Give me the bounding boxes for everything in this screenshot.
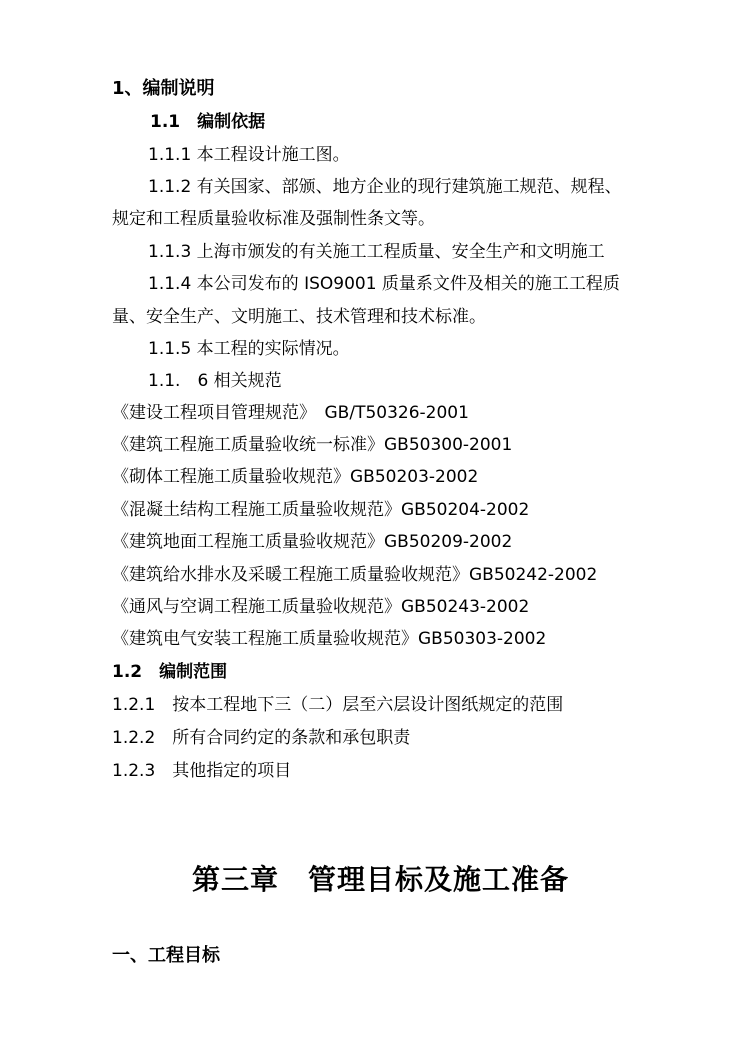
standard-item: 《建筑地面工程施工质量验收规范》GB50209-2002 <box>112 532 513 552</box>
standard-item: 《通风与空调工程施工质量验收规范》GB50243-2002 <box>112 597 530 617</box>
section-heading: 1、编制说明 <box>112 78 215 99</box>
scope-item: 1.2.3 其他指定的项目 <box>112 761 292 781</box>
standard-item: 《建筑工程施工质量验收统一标准》GB50300-2001 <box>112 435 513 455</box>
paragraph-line: 1.1.4 本公司发布的 ISO9001 质量系文件及相关的施工工程质 <box>148 274 620 294</box>
subsection-heading: 1.1 编制依据 <box>150 112 266 132</box>
standard-item: 《混凝土结构工程施工质量验收规范》GB50204-2002 <box>112 500 530 520</box>
paragraph-line: 1.1.3 上海市颁发的有关施工工程质量、安全生产和文明施工 <box>148 242 605 262</box>
paragraph-line: 量、安全生产、文明施工、技术管理和技术标准。 <box>112 307 486 327</box>
standard-item: 《建筑电气安装工程施工质量验收规范》GB50303-2002 <box>112 629 547 649</box>
paragraph-line: 规定和工程质量验收标准及强制性条文等。 <box>112 209 435 229</box>
section-heading: 一、工程目标 <box>112 945 220 966</box>
paragraph-line: 1.1.2 有关国家、部颁、地方企业的现行建筑施工规范、规程、 <box>148 177 622 197</box>
standard-item: 《砌体工程施工质量验收规范》GB50203-2002 <box>112 467 479 487</box>
paragraph-line: 1.1.5 本工程的实际情况。 <box>148 339 350 359</box>
scope-item: 1.2.2 所有合同约定的条款和承包职责 <box>112 728 411 748</box>
scope-item: 1.2.1 按本工程地下三（二）层至六层设计图纸规定的范围 <box>112 695 564 715</box>
paragraph-line: 1.1. 6 相关规范 <box>148 371 282 391</box>
subsection-heading: 1.2 编制范围 <box>112 662 228 682</box>
chapter-title: 第三章 管理目标及施工准备 <box>192 863 570 896</box>
paragraph-line: 1.1.1 本工程设计施工图。 <box>148 145 350 165</box>
standard-item: 《建筑给水排水及采暖工程施工质量验收规范》GB50242-2002 <box>112 565 598 585</box>
standard-item: 《建设工程项目管理规范》 GB/T50326-2001 <box>112 403 469 423</box>
